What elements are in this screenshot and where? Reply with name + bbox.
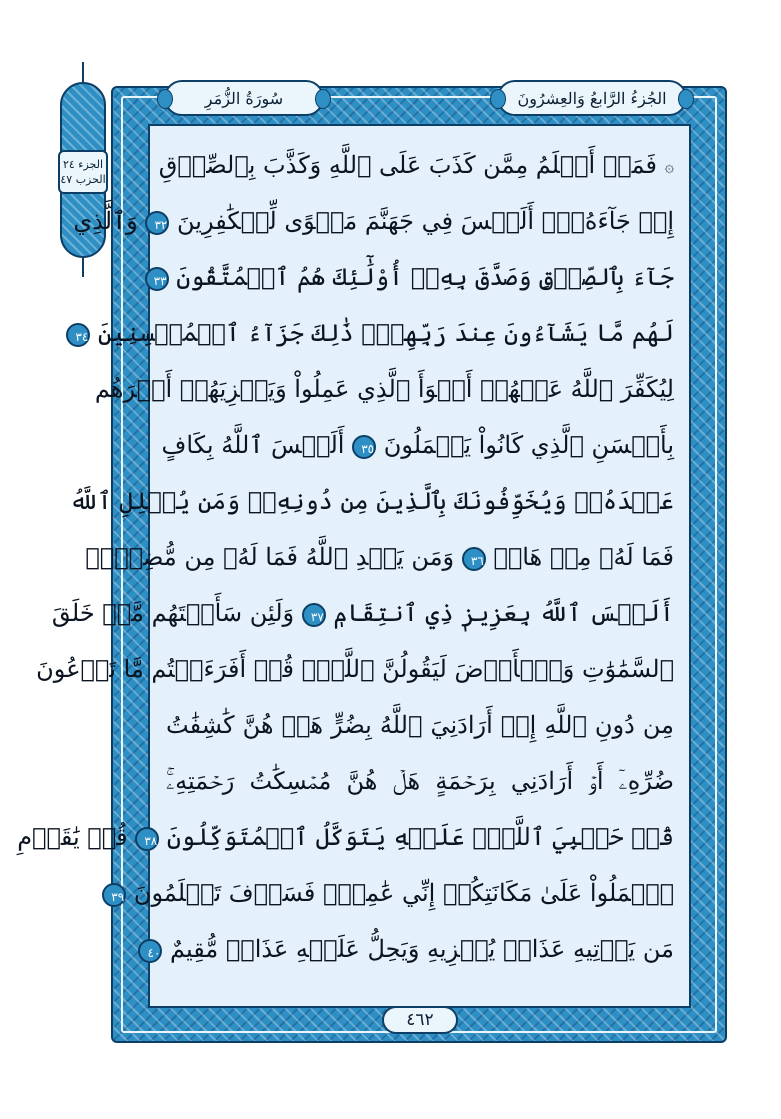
verse-text: فَمَنۡ أَظۡلَمُ مِمَّن كَذَبَ عَلَى ٱللَّهِ وَكَذَّبَ بِٱلصِّدۡقِ bbox=[158, 151, 657, 179]
verse-line bbox=[85, 532, 674, 582]
verse-text-continued: قُلۡ يَٰقَوۡمِ bbox=[17, 823, 128, 851]
ayah-number-marker: ٣٣ bbox=[145, 267, 169, 291]
juz-title: الجُزءُ الرَّابعُ وَالعِشرُونَ bbox=[497, 80, 687, 116]
verse-line bbox=[161, 420, 674, 470]
verse-line bbox=[69, 476, 674, 526]
rub-el-hizb-icon: ۞ bbox=[664, 156, 674, 176]
verse-text: عَبۡدَهُۥۖ وَيُخَوِّفُونَكَ بِٱلَّذِينَ مِن دُونِهِۦۚ وَمَن يُضۡلِلِ ٱللَّهُ bbox=[69, 487, 674, 515]
verse-text: ٱعۡمَلُواْ عَلَىٰ مَكَانَتِكُمۡ إِنِّي عَٰمِلٞۖ فَسَوۡفَ تَعۡلَمُونَ bbox=[133, 879, 674, 907]
verse-text: قُلۡ حَسۡبِيَ ٱللَّهُۖ عَلَيۡهِ يَتَوَكَّلُ ٱلۡمُتَوَكِّلُونَ bbox=[166, 823, 674, 851]
verse-line bbox=[153, 252, 674, 302]
ayah-number-marker: ٤٠ bbox=[138, 939, 162, 963]
verse-line bbox=[51, 588, 674, 638]
verse-text: لِيُكَفِّرَ ٱللَّهُ عَنۡهُمۡ أَسۡوَأَ ٱلَّذِي عَمِلُواْ وَيَجۡزِيَهُمۡ أَجۡرَهُم bbox=[94, 375, 674, 403]
verse-line bbox=[166, 700, 674, 750]
verse-text: ٱلسَّمَٰوَٰتِ وَٱلۡأَرۡضَ لَيَقُولُنَّ ٱللَّهُۚ قُلۡ أَفَرَءَيۡتُم مَّا تَدۡعُونَ bbox=[36, 655, 674, 683]
verse-text: إِذۡ جَآءَهُۥٓۚ أَلَيۡسَ فِي جَهَنَّمَ مَثۡوًى لِّلۡكَٰفِرِينَ bbox=[177, 207, 674, 235]
verse-text: فَمَا لَهُۥ مِنۡ هَادٖ bbox=[493, 543, 674, 571]
juz-marker-label: الجزء ٢٤ bbox=[62, 158, 104, 171]
verse-text-continued: وَٱلَّذِي bbox=[73, 207, 138, 235]
verse-text-continued: وَلَئِن سَأَلۡتَهُم مَّنۡ خَلَقَ bbox=[51, 599, 295, 627]
ayah-number-marker: ٣٤ bbox=[66, 323, 90, 347]
verse-line bbox=[111, 868, 674, 918]
verse-line bbox=[94, 364, 674, 414]
verse-text: ضُرِّهِۦٓ أَوۡ أَرَادَنِي بِرَحۡمَةٍ هَلۡ هُنَّ مُمۡسِكَٰتُ رَحۡمَتِهِۦۚ bbox=[166, 767, 674, 795]
hizb-marker-label: الحزب ٤٧ bbox=[60, 173, 106, 186]
verse-line bbox=[158, 140, 674, 190]
verse-text: لَهُم مَّا يَشَآءُونَ عِندَ رَبِّهِمۡۚ ذَٰلِكَ جَزَآءُ ٱلۡمُحۡسِنِينَ bbox=[97, 319, 674, 347]
ayah-number-marker: ٣٥ bbox=[352, 435, 376, 459]
verse-line bbox=[17, 812, 674, 862]
verse-line bbox=[73, 196, 674, 246]
ayah-number-marker: ٣٨ bbox=[135, 827, 159, 851]
page-number: ٤٦٢ bbox=[382, 1006, 458, 1034]
verse-text: مِن دُونِ ٱللَّهِ إِنۡ أَرَادَنِيَ ٱللَّهُ بِضُرٍّ هَلۡ هُنَّ كَٰشِفَٰتُ bbox=[166, 711, 674, 739]
verse-text: بِأَحۡسَنِ ٱلَّذِي كَانُواْ يَعۡمَلُونَ bbox=[383, 431, 674, 459]
verse-line bbox=[36, 644, 674, 694]
verse-line bbox=[75, 308, 674, 358]
verse-text: مَن يَأۡتِيهِ عَذَابٞ يُخۡزِيهِ وَيَحِلُّ عَلَيۡهِ عَذَابٞ مُّقِيمٌ bbox=[170, 935, 674, 963]
verse-line bbox=[166, 756, 674, 806]
juz-hizb-marker bbox=[58, 150, 108, 194]
verse-text: جَآءَ بِٱلصِّدۡقِ وَصَدَّقَ بِهِۦٓ أُوْلَٰٓئِكَ هُمُ ٱلۡمُتَّقُونَ bbox=[176, 263, 674, 291]
ayah-number-marker: ٣٢ bbox=[145, 211, 169, 235]
verse-line bbox=[147, 924, 674, 974]
verse-text: أَلَيۡسَ ٱللَّهُ بِعَزِيزٖ ذِي ٱنتِقَامٖ bbox=[333, 599, 674, 627]
ayah-number-marker: ٣٩ bbox=[102, 883, 126, 907]
ayah-number-marker: ٣٦ bbox=[462, 547, 486, 571]
ayah-number-marker: ٣٧ bbox=[302, 603, 326, 627]
surah-title: سُورَةُ الزُّمَرِ bbox=[164, 80, 324, 116]
verse-text-continued: وَمَن يَهۡدِ ٱللَّهُ فَمَا لَهُۥ مِن مُّضِلٍّۗ bbox=[85, 543, 455, 571]
verse-text-continued: أَلَيۡسَ ٱللَّهُ بِكَافٍ bbox=[161, 431, 345, 459]
